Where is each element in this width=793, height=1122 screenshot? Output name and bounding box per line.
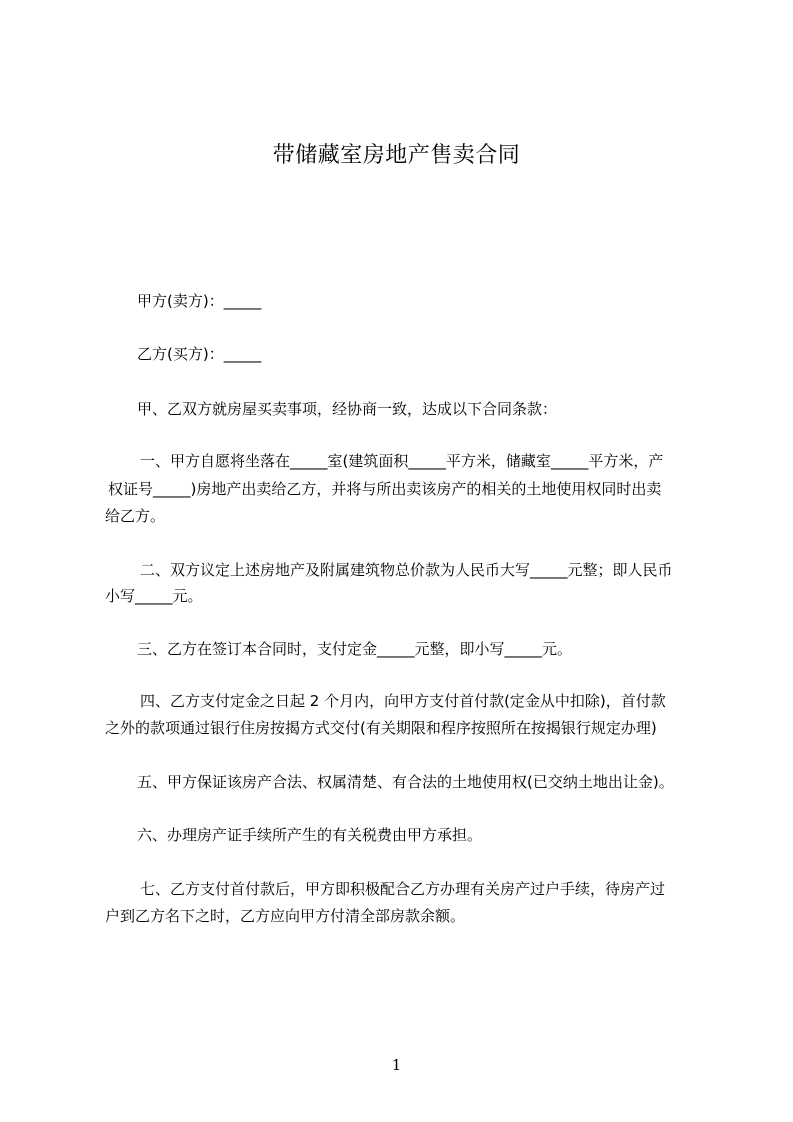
clause-2-line-1: 二、双方议定上述房地产及附属建筑物总价款为人民币大写_____元整；即人民币 bbox=[140, 561, 673, 579]
clause-3-line-1: 三、乙方在签订本合同时，支付定金_____元整，即小写_____元。 bbox=[137, 640, 573, 658]
document-title: 带储藏室房地产售卖合同 bbox=[272, 143, 521, 168]
clause-1-line-1: 一、甲方自愿将坐落在_____室(建筑面积_____平方米，储藏室_____平方米，产 bbox=[140, 452, 664, 470]
clause-1-line-2: 权证号_____)房地产出卖给乙方，并将与所出卖该房产的相关的土地使用权同时出卖 bbox=[108, 480, 662, 498]
clause-6-line-1: 六、办理房产证手续所产生的有关税费由甲方承担。 bbox=[137, 826, 483, 844]
party-a-line: 甲方(卖方)：_____ bbox=[137, 292, 262, 310]
clause-7-line-2: 户到乙方名下之时，乙方应向甲方付清全部房款余额。 bbox=[105, 907, 466, 925]
clause-2-line-2: 小写_____元。 bbox=[105, 587, 203, 605]
clause-5-line-1: 五、甲方保证该房产合法、权属清楚、有合法的土地使用权(已交纳土地出让金)。 bbox=[137, 773, 674, 791]
intro-paragraph: 甲、乙双方就房屋买卖事项，经协商一致，达成以下合同条款： bbox=[137, 400, 558, 418]
clause-4-line-1: 四、乙方支付定金之日起 2 个月内，向甲方支付首付款(定金从中扣除)，首付款 bbox=[140, 692, 666, 710]
clause-4-line-2: 之外的款项通过银行住房按揭方式交付(有关期限和程序按照所在按揭银行规定办理) bbox=[105, 719, 657, 737]
party-b-line: 乙方(买方)：_____ bbox=[137, 345, 262, 363]
page-number: 1 bbox=[391, 1056, 402, 1074]
clause-7-line-1: 七、乙方支付首付款后，甲方即积极配合乙方办理有关房产过户手续，待房产过 bbox=[140, 880, 666, 898]
clause-1-line-3: 给乙方。 bbox=[105, 507, 166, 525]
